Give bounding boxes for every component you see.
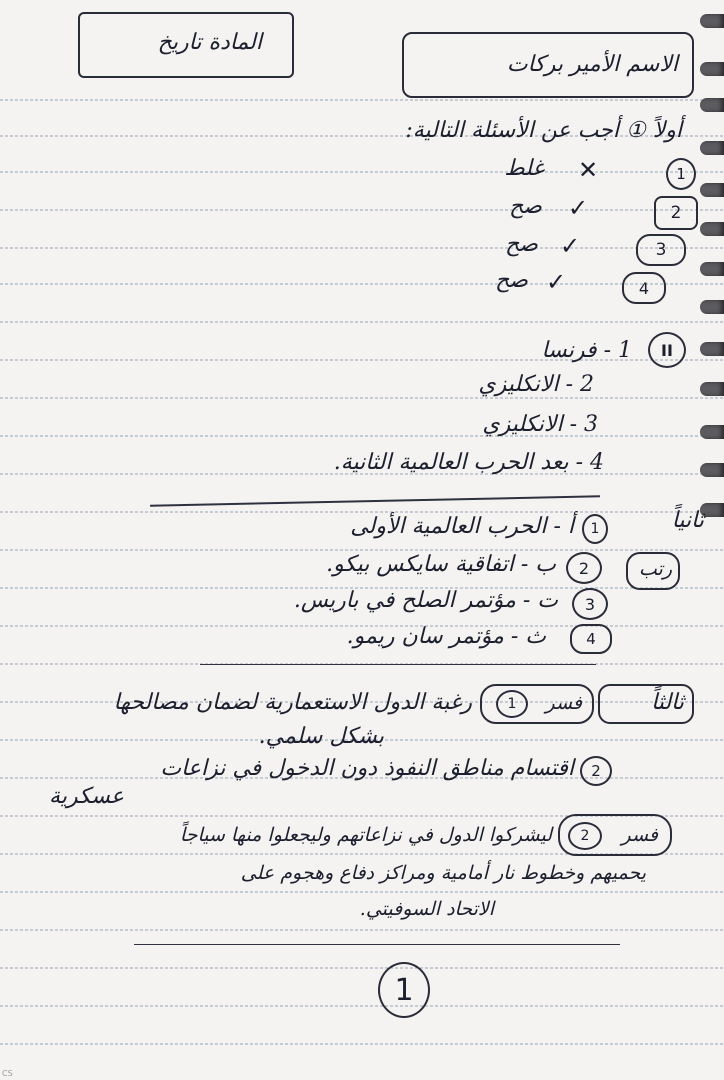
q1-answer-line: رغبة الدول الاستعمارية لضمان مصالحها [113, 690, 472, 715]
binding-hole [700, 222, 724, 236]
name-box [402, 32, 694, 98]
binding-hole [700, 300, 724, 314]
section3-heading: ثانياً [671, 508, 704, 533]
binding-hole [700, 425, 724, 439]
side-label-box [626, 552, 680, 590]
q2-answer-line: يحميهم وخطوط نار أمامية ومراكز دفاع وهجوم على [240, 862, 646, 884]
answer-number: 1 [666, 158, 696, 190]
page-number: 1 [378, 962, 430, 1018]
q2-answer-line: الاتحاد السوفيتي. [359, 898, 494, 920]
section2-item: 2 - الانكليزي [478, 372, 594, 397]
section1-heading: أولاً ① أجب عن الأسئلة التالية: [405, 118, 682, 143]
q2-label: فسر [621, 824, 658, 846]
binding-hole [700, 342, 724, 356]
order-item: أ - الحرب العالمية الأولى [350, 514, 574, 539]
q1-point-number: 2 [580, 756, 612, 786]
order-number: 4 [570, 624, 612, 654]
answer-text: صح [509, 194, 542, 219]
q1-number: 1 [496, 690, 528, 718]
section2-item: 1 - فرنسا [541, 338, 632, 363]
wrong-mark-icon: ✕ [578, 156, 599, 184]
section2-label: II [648, 332, 686, 368]
check-mark-icon: ✓ [560, 232, 581, 260]
binding-hole [700, 262, 724, 276]
binding-hole [700, 141, 724, 155]
q2-label-box [558, 814, 672, 856]
check-mark-icon: ✓ [568, 194, 589, 222]
binding-hole [700, 62, 724, 76]
answer-number: 2 [654, 196, 698, 230]
binding-hole [700, 14, 724, 28]
answer-number: 3 [636, 234, 686, 266]
q1-point2-line: عسكرية [49, 784, 124, 809]
q2-answer-line: ليشركوا الدول في نزاعاتهم وليجعلوا منها سياجاً [179, 824, 552, 846]
order-number: 3 [572, 588, 608, 620]
scanner-watermark: CS [2, 1069, 13, 1078]
answer-text: صح [495, 268, 528, 293]
separator-line [134, 944, 620, 945]
binding-hole [700, 98, 724, 112]
order-item: ث - مؤتمر سان ريمو. [346, 624, 546, 649]
separator-line [200, 664, 596, 665]
subject-text: المادة تاريخ [157, 30, 262, 55]
section2-item: 3 - الانكليزي [482, 412, 598, 437]
check-mark-icon: ✓ [546, 268, 567, 296]
section2-item: 4 - بعد الحرب العالمية الثانية. [333, 450, 604, 475]
side-label-text: رتب [638, 558, 672, 580]
section4-heading-box [598, 684, 694, 724]
order-number: 1 [582, 514, 608, 544]
name-text: الاسم الأمير بركات [506, 52, 678, 77]
answer-text: صح [505, 232, 538, 257]
order-item: ت - مؤتمر الصلح في باريس. [293, 588, 558, 613]
subject-box [78, 12, 294, 78]
section4-heading: ثالثاً [651, 690, 684, 715]
answer-number: 4 [622, 272, 666, 304]
answer-text: غلط [504, 156, 544, 181]
q1-point2-line: اقتسام مناطق النفوذ دون الدخول في نزاعات [160, 756, 574, 781]
binding-hole [700, 382, 724, 396]
q1-label: فسر [545, 692, 582, 714]
binding-hole [700, 463, 724, 477]
binding-hole [700, 183, 724, 197]
order-item: ب - اتفاقية سايكس بيكو. [326, 552, 556, 577]
q1-answer-line: بشكل سلمي. [258, 724, 384, 749]
q2-number: 2 [568, 822, 602, 850]
q1-label-box [480, 684, 594, 724]
order-number: 2 [566, 552, 602, 584]
